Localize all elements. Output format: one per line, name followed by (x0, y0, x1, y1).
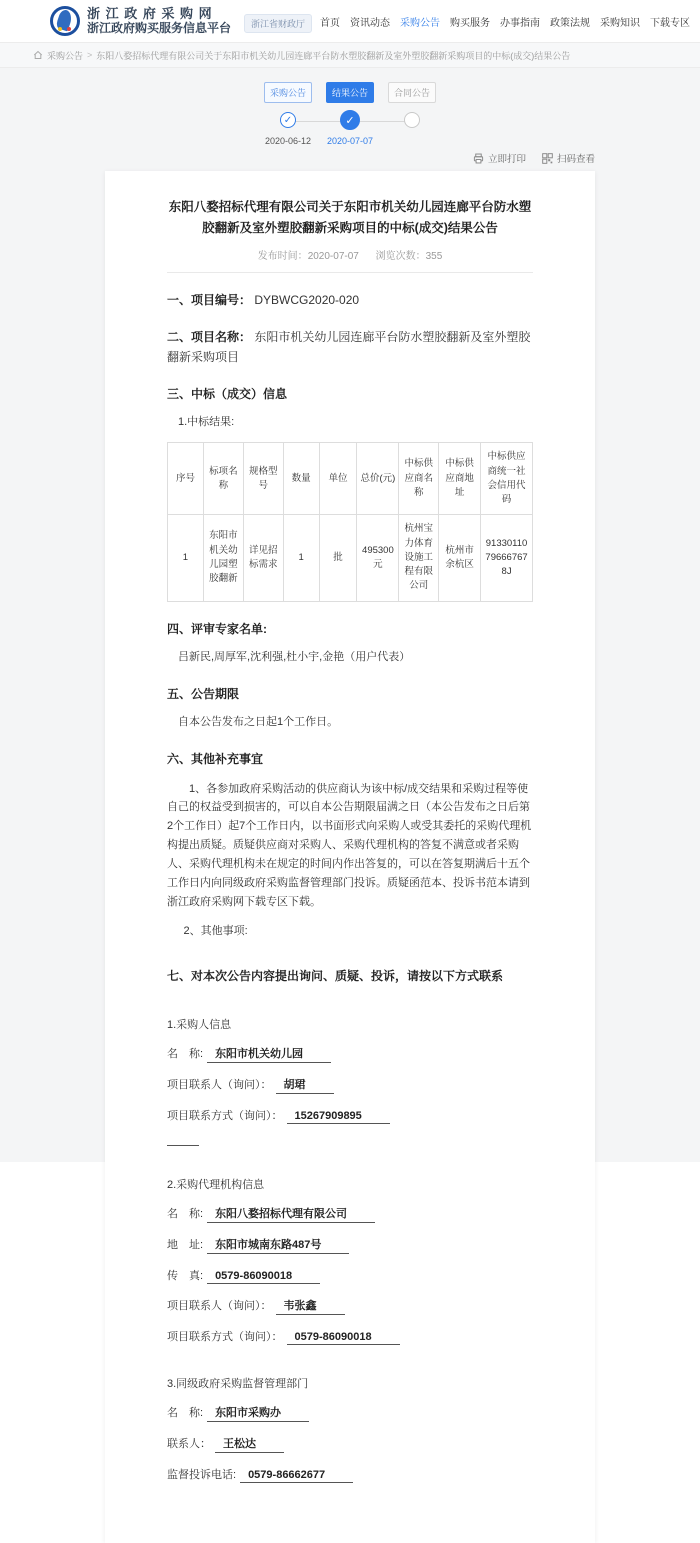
section-project-number (167, 291, 533, 310)
contact-row (167, 1297, 533, 1315)
print-label: 立即打印 (487, 154, 526, 165)
home-icon (33, 50, 43, 60)
views-value: 355 (425, 251, 443, 263)
supervision-phone-label: 监督投诉电话: (167, 1469, 237, 1481)
nav-downloads[interactable]: 下载专区 (650, 17, 690, 29)
step-pending-circle-icon (404, 112, 420, 128)
col-supplier-name: 中标供应商名称 (399, 443, 439, 515)
publish-time-label: 发布时间： (257, 251, 308, 263)
purchaser-info-group (167, 1016, 533, 1146)
timeline-step-contract (381, 82, 443, 147)
agency-name-value: 东阳八婺招标代理有限公司 (207, 1205, 375, 1223)
timeline-tab-contract[interactable]: 合同公告 (388, 82, 436, 103)
nav-knowledge[interactable]: 采购知识 (600, 17, 640, 29)
print-icon (473, 153, 484, 164)
cell-unit: 批 (319, 515, 357, 601)
breadcrumb (0, 42, 700, 68)
supervision-name-label: 名 称: (167, 1407, 204, 1419)
award-result-subheading: 1.中标结果: (178, 416, 235, 428)
agency-name-label: 名 称: (167, 1208, 204, 1220)
nav-policies[interactable]: 政策法规 (550, 17, 590, 29)
cell-supplier-name: 杭州宝力体育设施工程有限公司 (399, 515, 439, 601)
article-meta (167, 247, 533, 262)
logo-text (87, 7, 231, 36)
contact-row (167, 1236, 533, 1254)
purchaser-info-heading: 1.采购人信息 (167, 1019, 232, 1031)
col-supplier-address: 中标供应商地址 (439, 443, 481, 515)
timeline-date-purchase: 2020-06-12 (264, 136, 312, 146)
announcement-timeline (257, 82, 443, 147)
agency-info-group (167, 1176, 533, 1345)
publish-time-value: 2020-07-07 (307, 251, 359, 263)
contact-row (167, 1045, 533, 1063)
breadcrumb-current: 东阳八婺招标代理有限公司关于东阳市机关幼儿园连廊平台防水塑胶翻新及室外塑胶翻新采购项目的中标(成交)结果公告 (96, 50, 571, 61)
supervision-info-heading: 3.同级政府采购监督管理部门 (167, 1378, 309, 1390)
article-actions (105, 151, 595, 165)
breadcrumb-separator: > (87, 50, 93, 60)
cell-spec: 详见招标需求 (243, 515, 283, 601)
supplement-paragraph-1: 1、各参加政府采购活动的供应商认为该中标/成交结果和采购过程等使自己的权益受到损害的，可以自本公告期限届满之日（本公告发布之日后第2个工作日）起7个工作日内，以书面形式向采购人或受其委托的采购代理机构提出质疑。质疑供应商对采购人、采购代理机构的答复不满意或者采购人、采购代理机构未在规定的时间内作出答复的，可以在答复期满后十五个工作日内向同级政府采购监督管理部门投诉。质疑函范本、投诉书范本请到浙江政府采购网下载专区下载。 (167, 782, 532, 908)
award-result-table (167, 442, 533, 601)
section-period-heading: 五、公告期限 (167, 686, 240, 701)
logo-subtitle: 浙江政府购买服务信息平台 (87, 20, 232, 35)
purchaser-phone-label: 项目联系方式（询问）： (167, 1110, 283, 1122)
breadcrumb-root[interactable]: 采购公告 (47, 50, 84, 61)
nav-purchase-services[interactable]: 购买服务 (450, 17, 490, 29)
contact-row (167, 1267, 533, 1284)
contact-row (167, 1466, 533, 1483)
step-active-check-icon: ✓ (340, 110, 360, 130)
table-header-row (168, 443, 533, 515)
purchaser-phone-value: 15267909895 (287, 1110, 390, 1124)
project-number-value: DYBWCG2020-020 (254, 293, 360, 308)
cell-supplier-address: 杭州市余杭区 (439, 515, 481, 601)
period-text: 自本公告发布之日起1个工作日。 (178, 716, 339, 729)
main-nav (320, 14, 690, 29)
logo-title: 浙 江 政 府 采 购 网 (87, 5, 213, 21)
contact-row (167, 1404, 533, 1422)
nav-guides[interactable]: 办事指南 (500, 17, 540, 29)
underline-continuation (167, 1134, 199, 1146)
col-unit: 单位 (319, 443, 357, 515)
contact-row (167, 1435, 533, 1453)
supplement-paragraph-2: 2、其他事项: (183, 924, 248, 937)
timeline-wrap (0, 68, 700, 147)
agency-fax-label: 传 真: (167, 1270, 204, 1282)
purchaser-name-value: 东阳市机关幼儿园 (207, 1045, 331, 1063)
timeline-date-result: 2020-07-07 (326, 136, 374, 146)
site-header (0, 0, 700, 42)
agency-contact-label: 项目联系人（询问）： (167, 1300, 272, 1312)
nav-home[interactable]: 首页 (320, 17, 340, 29)
timeline-tab-result[interactable]: 结果公告 (326, 82, 374, 103)
agency-phone-value: 0579-86090018 (287, 1331, 400, 1345)
nav-procurement-announcements[interactable]: 采购公告 (400, 17, 440, 29)
section-award-info-heading: 三、中标（成交）信息 (167, 386, 288, 401)
contact-row (167, 1107, 533, 1124)
announcement-card (105, 171, 595, 1543)
purchaser-name-label: 名 称: (167, 1048, 204, 1060)
contact-row (167, 1205, 533, 1223)
section-experts-heading: 四、评审专家名单: (167, 621, 267, 636)
cell-seq: 1 (168, 515, 204, 601)
section-contact-heading: 七、对本次公告内容提出询问、质疑、投诉，请按以下方式联系 (167, 968, 504, 983)
supervision-phone-value: 0579-86662677 (240, 1469, 353, 1483)
contact-row (167, 1076, 533, 1094)
agency-fax-value: 0579-86090018 (207, 1270, 320, 1284)
cell-total-price: 495300元 (357, 515, 399, 601)
purchaser-contact-label: 项目联系人（询问）： (167, 1079, 272, 1091)
col-qty: 数量 (283, 443, 319, 515)
agency-address-value: 东阳市城南东路487号 (207, 1236, 349, 1254)
meta-divider (167, 272, 533, 273)
logo-emblem-icon (50, 6, 80, 36)
agency-phone-label: 项目联系方式（询问）： (167, 1331, 283, 1343)
cell-qty: 1 (283, 515, 319, 601)
experts-list: 吕新民,周厚军,沈利强,杜小宇,金艳（用户代表） (178, 650, 411, 663)
col-total-price: 总价(元) (357, 443, 399, 515)
qr-code-icon (542, 153, 553, 164)
page-title: 东阳八婺招标代理有限公司关于东阳市机关幼儿园连廊平台防水塑胶翻新及室外塑胶翻新采购项目的中标(成交)结果公告 (168, 200, 532, 235)
supervision-name-value: 东阳市采购办 (207, 1404, 309, 1422)
supervision-info-group (167, 1375, 533, 1483)
step-done-check-icon: ✓ (280, 112, 296, 128)
timeline-step-result (319, 82, 381, 147)
gov-dept-badge: 浙江省财政厅 (244, 14, 312, 33)
project-name-value: 东阳市机关幼儿园连廊平台防水塑胶翻新及室外塑胶翻新采购项目 (167, 330, 531, 364)
agency-address-label: 地 址: (167, 1239, 204, 1251)
col-seq: 序号 (168, 443, 204, 515)
section-supplement-heading: 六、其他补充事宜 (167, 752, 264, 767)
col-item-name: 标项名称 (203, 443, 243, 515)
timeline-step-purchase (257, 82, 319, 147)
nav-news[interactable]: 资讯动态 (350, 17, 390, 29)
table-row (168, 515, 533, 601)
contact-row (167, 1328, 533, 1345)
qr-view-button[interactable] (542, 151, 595, 165)
project-name-label: 二、项目名称： (167, 330, 252, 345)
purchaser-contact-value: 胡珺 (276, 1076, 334, 1094)
section-project-name (167, 328, 533, 366)
agency-contact-value: 韦张鑫 (276, 1297, 345, 1315)
cell-item-name: 东阳市机关幼儿园塑胶翻新 (203, 515, 243, 601)
site-logo[interactable] (50, 6, 312, 36)
supervision-contact-label: 联系人： (167, 1438, 211, 1450)
agency-info-heading: 2.采购代理机构信息 (167, 1179, 265, 1191)
cell-credit-code: 91330110796667678J (481, 515, 533, 601)
col-spec: 规格型号 (243, 443, 283, 515)
supervision-contact-value: 王松达 (215, 1435, 284, 1453)
print-button[interactable] (473, 151, 526, 165)
views-label: 浏览次数： (375, 251, 426, 263)
timeline-tab-purchase[interactable]: 采购公告 (264, 82, 312, 103)
qr-label: 扫码查看 (556, 154, 595, 165)
project-number-label: 一、项目编号： (167, 293, 252, 308)
col-credit-code: 中标供应商统一社会信用代码 (481, 443, 533, 515)
